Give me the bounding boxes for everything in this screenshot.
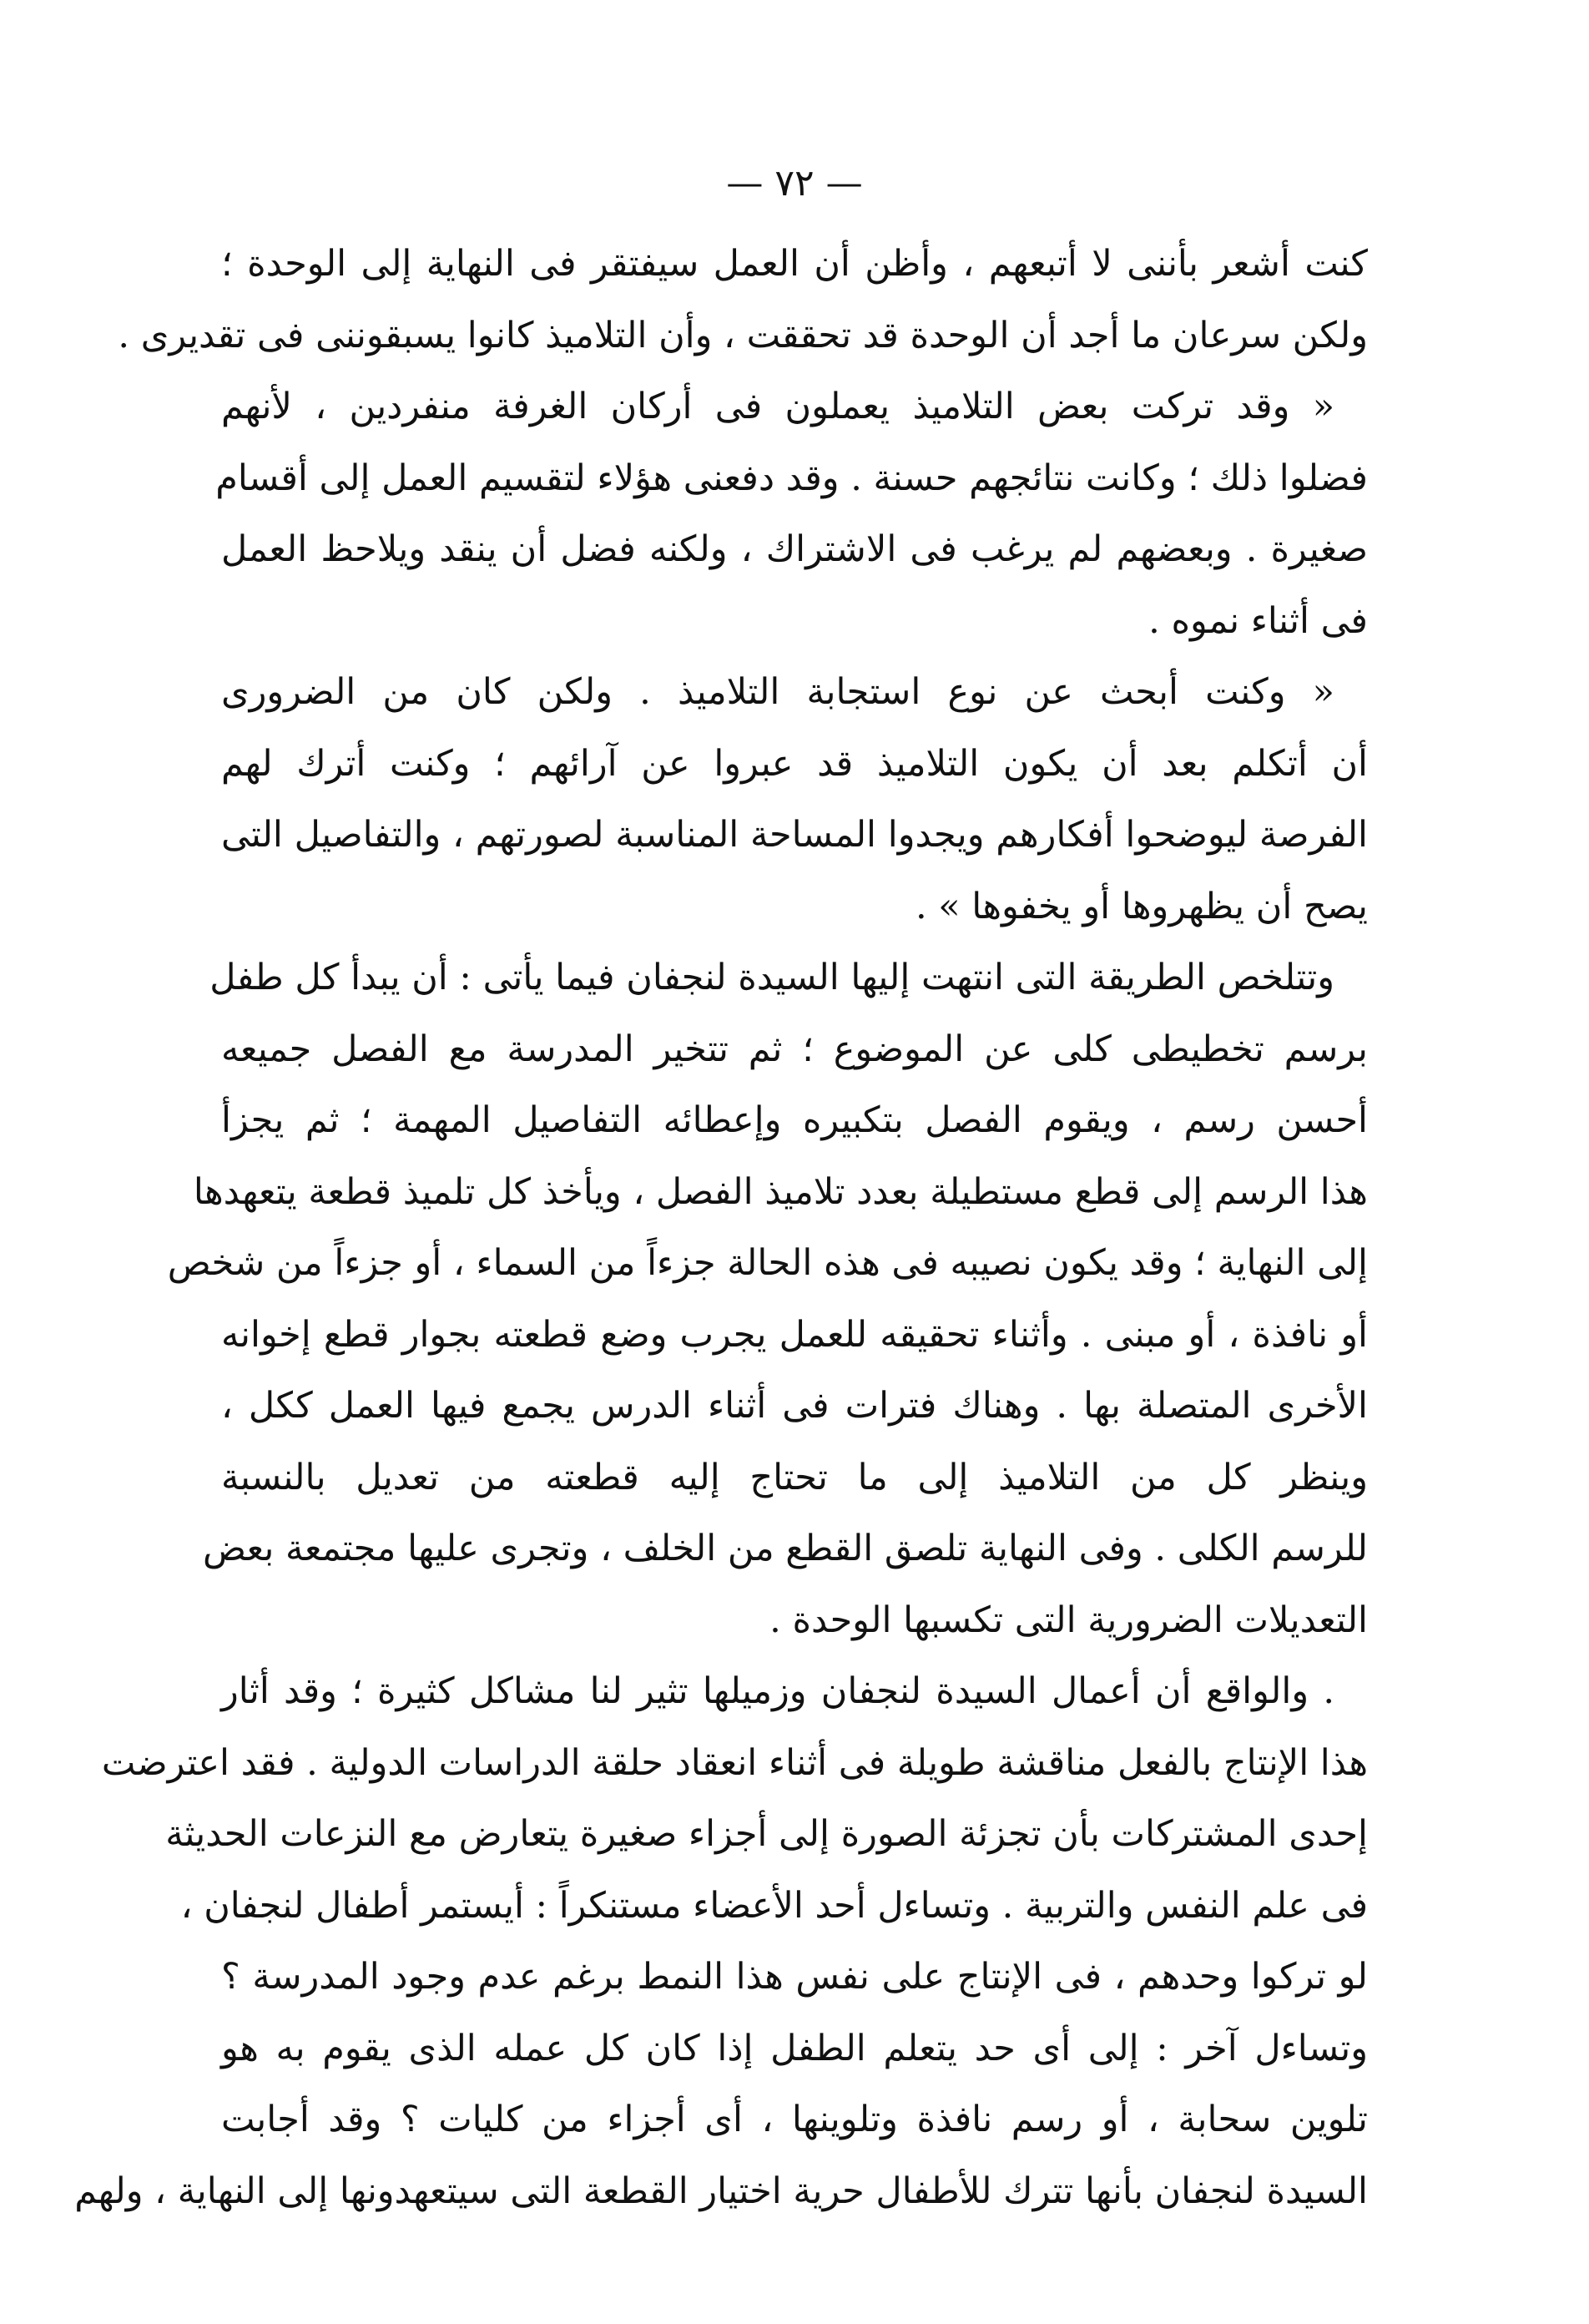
text-line: « وقد تركت بعض التلاميذ يعملون فى أركان الغرفة منفردين ، لأنهم xyxy=(221,386,1334,427)
text-line: ولكن سرعان ما أجد أن الوحدة قد تحققت ، وأن التلاميذ كانوا يسبقوننى فى تقديرى . xyxy=(118,314,1368,356)
text-line: إلى النهاية ؛ وقد يكون نصيبه فى هذه الحالة جزءاً من السماء ، أو جزءاً من شخص xyxy=(167,1242,1368,1284)
text-line: كنت أشعر بأننى لا أتبعهم ، وأظن أن العمل سيفتقر فى النهاية إلى الوحدة ؛ xyxy=(221,243,1368,285)
text-line: برسم تخطيطى كلى عن الموضوع ؛ ثم تتخير المدرسة مع الفصل جميعه xyxy=(221,1028,1368,1070)
text-line: . والواقع أن أعمال السيدة لنجفان وزميلها تثير لنا مشاكل كثيرة ؛ وقد أثار xyxy=(221,1670,1334,1712)
text-line: « وكنت أبحث عن نوع استجابة التلاميذ . ولكن كان من الضرورى xyxy=(221,671,1334,713)
page-number: — ٧٢ — xyxy=(726,162,863,205)
text-line: هذا الإنتاج بالفعل مناقشة طويلة فى أثناء انعقاد حلقة الدراسات الدولية . فقد اعترضت xyxy=(101,1741,1368,1784)
text-line: فى علم النفس والتربية . وتساءل أحد الأعضاء مستنكراً : أيستمر أطفال لنجفان ، xyxy=(180,1884,1368,1927)
text-line: الفرصة ليوضحوا أفكارهم ويجدوا المساحة المناسبة لصورتهم ، والتفاصيل التى xyxy=(221,814,1368,856)
text-line: التعديلات الضرورية التى تكسبها الوحدة . xyxy=(769,1599,1368,1641)
text-line: وتتلخص الطريقة التى انتهت إليها السيدة لنجفان فيما يأتى : أن يبدأ كل طفل xyxy=(209,957,1334,998)
text-line: تلوين سحابة ، أو رسم نافذة وتلوينها ، أى أجزاء من كليات ؟ وقد أجابت xyxy=(221,2099,1368,2140)
text-line: أو نافذة ، أو مبنى . وأثناء تحقيقه للعمل يجرب وضع قطعته بجوار قطع إخوانه xyxy=(221,1313,1368,1356)
text-line: صغيرة . وبعضهم لم يرغب فى الاشتراك ، ولكنه فضل أن ينقد ويلاحظ العمل xyxy=(221,528,1368,570)
text-line: فضلوا ذلك ؛ وكانت نتائجهم حسنة . وقد دفعنى هؤلاء لتقسيم العمل إلى أقسام xyxy=(215,457,1368,499)
text-line: أن أتكلم بعد أن يكون التلاميذ قد عبروا عن آرائهم ؛ وكنت أترك لهم xyxy=(221,742,1368,785)
text-line: فى أثناء نموه . xyxy=(1148,599,1368,642)
text-line: هذا الرسم إلى قطع مستطيلة بعدد تلاميذ الفصل ، ويأخذ كل تلميذ قطعة يتعهدها xyxy=(193,1170,1368,1213)
text-line: الأخرى المتصلة بها . وهناك فترات فى أثناء الدرس يجمع فيها العمل ككل ، xyxy=(221,1385,1368,1427)
body-text xyxy=(74,229,1368,2227)
text-line: أحسن رسم ، ويقوم الفصل بتكبيره وإعطائه التفاصيل المهمة ؛ ثم يجزأ xyxy=(221,1099,1368,1141)
text-line: يصح أن يظهروها أو يخفوها » . xyxy=(915,885,1368,927)
text-line: وتساءل آخر : إلى أى حد يتعلم الطفل إذا كان كل عمله الذى يقوم به هو xyxy=(221,2027,1368,2069)
text-line: للرسم الكلى . وفى النهاية تلصق القطع من الخلف ، وتجرى عليها مجتمعة بعض xyxy=(202,1528,1368,1569)
text-line: إحدى المشتركات بأن تجزئة الصورة إلى أجزاء صغيرة يتعارض مع النزعات الحديثة xyxy=(165,1813,1368,1855)
text-line: وينظر كل من التلاميذ إلى ما تحتاج إليه قطعته من تعديل بالنسبة xyxy=(221,1456,1368,1498)
text-line: السيدة لنجفان بأنها تترك للأطفال حرية اختيار القطعة التى سيتعهدونها إلى النهاية ، ولهم xyxy=(74,2170,1368,2212)
text-line: لو تركوا وحدهم ، فى الإنتاج على نفس هذا النمط برغم عدم وجود المدرسة ؟ xyxy=(221,1956,1368,1998)
